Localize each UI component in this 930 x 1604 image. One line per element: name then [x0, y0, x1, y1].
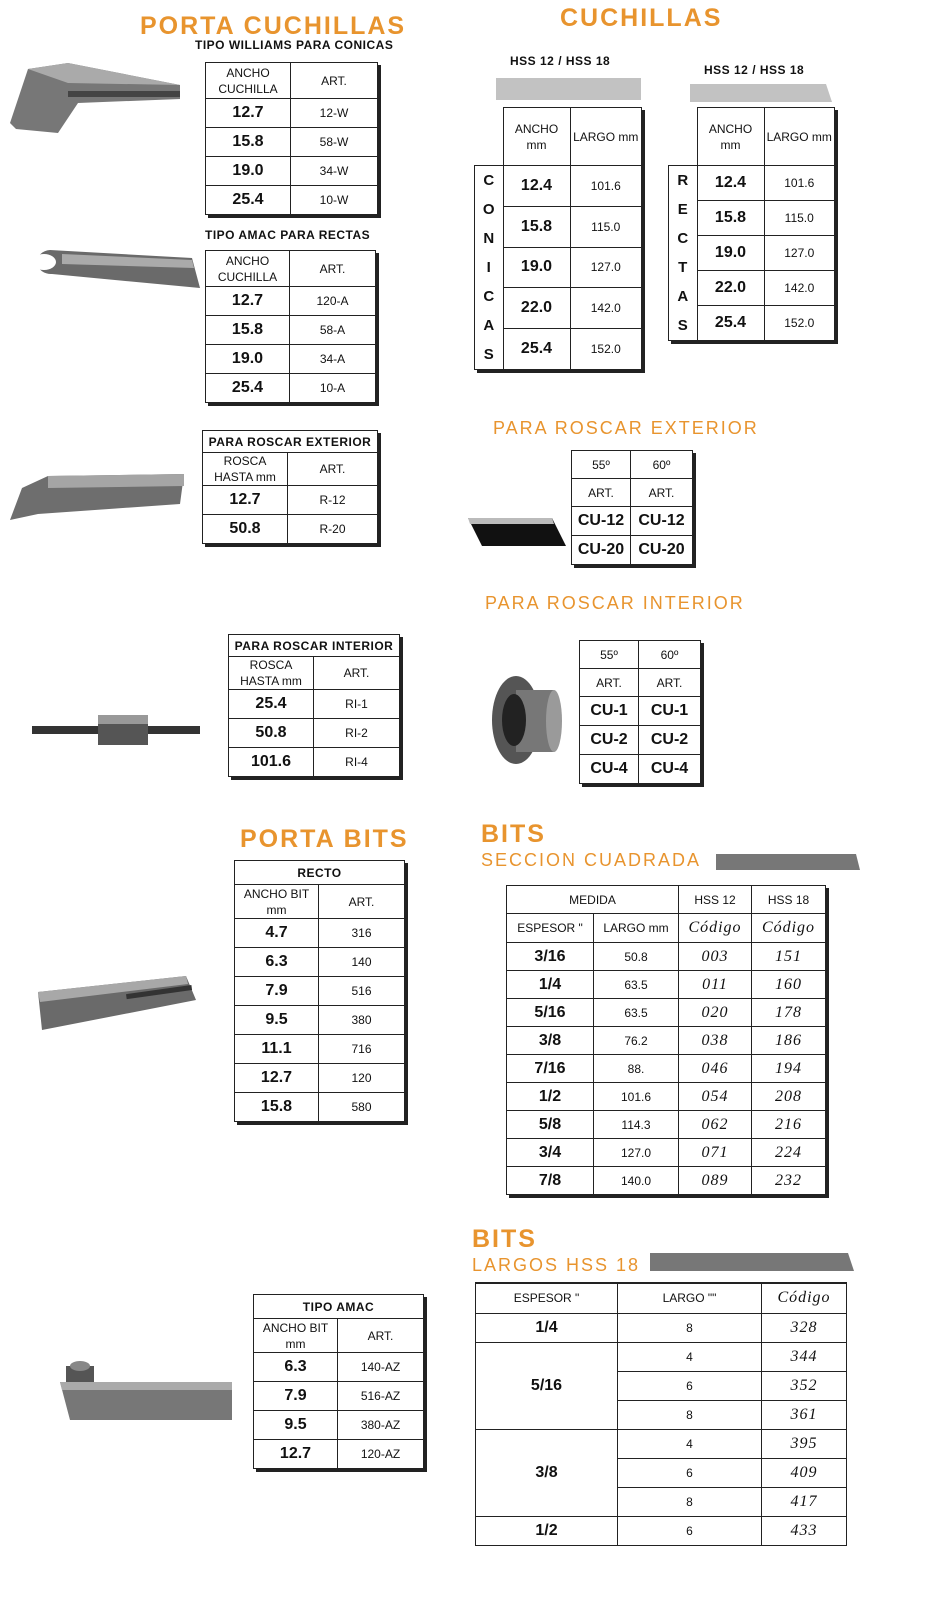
largos-codigo-header: Código	[762, 1283, 847, 1313]
amac-bits-caption: TIPO AMAC	[254, 1295, 424, 1319]
cell: 88.	[594, 1055, 679, 1083]
cell: 12-W	[291, 99, 378, 128]
williams-col2: ART.	[291, 63, 378, 99]
cell: 020	[679, 999, 752, 1027]
recto-caption: RECTO	[235, 861, 405, 885]
bits-largos-title: BITS	[472, 1225, 537, 1253]
cell: 151	[752, 943, 826, 971]
cell: 34-W	[291, 157, 378, 186]
cell: CU-4	[580, 755, 639, 784]
cell: 361	[762, 1400, 847, 1429]
exterior-holder-col1: ROSCA HASTA mm	[203, 453, 288, 486]
cell: RI-2	[314, 719, 400, 748]
angle-55: 55º	[580, 641, 639, 669]
cell: 58-W	[291, 128, 378, 157]
cell: 15.8	[235, 1093, 319, 1122]
exterior-holder-col2: ART.	[288, 453, 378, 486]
cell: 58-A	[290, 316, 376, 345]
exterior-tool-title: PARA ROSCAR EXTERIOR	[493, 418, 759, 438]
williams-table	[205, 62, 378, 215]
cell: 6	[618, 1516, 762, 1545]
amac-bits-icon	[56, 1360, 236, 1422]
cell: 12.7	[203, 486, 288, 515]
williams-col1: ANCHO CUCHILLA	[206, 63, 291, 99]
cell: 50.8	[229, 719, 314, 748]
espesor-header: ESPESOR "	[507, 914, 594, 943]
cell: 580	[319, 1093, 405, 1122]
porta-bits-icon	[36, 972, 198, 1034]
cell: 127.0	[594, 1139, 679, 1167]
cell: 114.3	[594, 1111, 679, 1139]
conicas-col2: LARGO mm	[570, 108, 642, 166]
cell: 178	[752, 999, 826, 1027]
art-header: ART.	[639, 669, 701, 697]
cell: 25.4	[206, 186, 291, 215]
conicas-table	[474, 107, 642, 370]
cell: 101.6	[594, 1083, 679, 1111]
cell: 9.5	[254, 1411, 338, 1440]
cell: 12.7	[206, 99, 291, 128]
cell: 6	[618, 1371, 762, 1400]
cell: 3/16	[507, 943, 594, 971]
cell: 7/8	[507, 1167, 594, 1195]
hss18-header: HSS 18	[752, 886, 826, 914]
cell: 152.0	[570, 329, 642, 370]
cell: CU-1	[639, 697, 701, 726]
cell: 011	[679, 971, 752, 999]
cell: 054	[679, 1083, 752, 1111]
cell: 120	[319, 1064, 405, 1093]
cell: 160	[752, 971, 826, 999]
amac-bits-table	[253, 1294, 424, 1469]
cell: CU-20	[572, 536, 631, 565]
cell: 140-AZ	[338, 1353, 424, 1382]
cell: 120-AZ	[338, 1440, 424, 1469]
codigo-header: Código	[752, 914, 826, 943]
cell: 8	[618, 1313, 762, 1342]
williams-subtitle: TIPO WILLIAMS PARA CONICAS	[195, 38, 394, 52]
amac-col2: ART.	[290, 251, 376, 287]
cell: 12.7	[254, 1440, 338, 1469]
bit-bar-icon	[716, 852, 860, 872]
cell: 4	[618, 1429, 762, 1458]
cell: 3/4	[507, 1139, 594, 1167]
cell: RI-1	[314, 690, 400, 719]
threading-ring-icon	[484, 670, 564, 780]
cell: 127.0	[764, 236, 835, 271]
amac-table	[205, 250, 376, 403]
cell: CU-12	[572, 507, 631, 536]
cell: 208	[752, 1083, 826, 1111]
bits-largos-table	[475, 1282, 847, 1546]
cell: 140	[319, 948, 405, 977]
art-header: ART.	[580, 669, 639, 697]
cell: 516	[319, 977, 405, 1006]
amac-holder-icon	[22, 244, 202, 299]
williams-holder-icon	[8, 55, 183, 135]
interior-tool-title: PARA ROSCAR INTERIOR	[485, 593, 745, 613]
conicas-side-label: C O N I C A S	[475, 166, 504, 370]
rectas-table	[668, 107, 835, 341]
cell: 5/8	[507, 1111, 594, 1139]
cell: 19.0	[503, 247, 570, 288]
angle-60: 60º	[631, 451, 693, 479]
cell: 15.8	[697, 201, 764, 236]
art-header: ART.	[572, 479, 631, 507]
conicas-label: HSS 12 / HSS 18	[510, 54, 611, 68]
threading-insert-icon	[466, 512, 570, 552]
cell: 12.7	[206, 287, 290, 316]
bit-bar-icon	[650, 1251, 854, 1273]
codigo-header: Código	[679, 914, 752, 943]
cell: 089	[679, 1167, 752, 1195]
cell: 1/4	[507, 971, 594, 999]
recto-col2: ART.	[319, 885, 405, 919]
cell: 25.4	[697, 306, 764, 341]
cell: 12.4	[697, 166, 764, 201]
espesor-cell: 3/8	[476, 1429, 618, 1516]
cell: 003	[679, 943, 752, 971]
blade-icon	[496, 76, 641, 102]
interior-tool-table	[579, 640, 701, 784]
cell: 10-W	[291, 186, 378, 215]
conicas-col1: ANCHO mm	[503, 108, 570, 166]
amac-bits-col2: ART.	[338, 1319, 424, 1353]
cell: 071	[679, 1139, 752, 1167]
cell: 224	[752, 1139, 826, 1167]
cell: 19.0	[697, 236, 764, 271]
cell: 186	[752, 1027, 826, 1055]
cell: 25.4	[229, 690, 314, 719]
exterior-holder-title: PARA ROSCAR EXTERIOR	[203, 431, 378, 453]
cell: CU-2	[580, 726, 639, 755]
rectas-label: HSS 12 / HSS 18	[704, 63, 805, 77]
cell: 7/16	[507, 1055, 594, 1083]
cell: 6.3	[254, 1353, 338, 1382]
largos-espesor-header: ESPESOR "	[476, 1283, 618, 1313]
bits-cuadrada-subtitle: SECCION CUADRADA	[481, 850, 702, 870]
interior-bar-icon	[30, 710, 202, 750]
cell: 380-AZ	[338, 1411, 424, 1440]
cell: 50.8	[594, 943, 679, 971]
cell: 316	[319, 919, 405, 948]
cell: 101.6	[229, 748, 314, 777]
cell: 120-A	[290, 287, 376, 316]
porta-cuchillas-title: PORTA CUCHILLAS	[140, 12, 407, 40]
amac-bits-col1: ANCHO BIT mm	[254, 1319, 338, 1353]
cell: 142.0	[570, 288, 642, 329]
cell: 12.7	[235, 1064, 319, 1093]
cell: 15.8	[206, 316, 290, 345]
cell: 232	[752, 1167, 826, 1195]
cell: 328	[762, 1313, 847, 1342]
cell: 716	[319, 1035, 405, 1064]
cell: 216	[752, 1111, 826, 1139]
cell: 63.5	[594, 999, 679, 1027]
largos-largo-header: LARGO ""	[618, 1283, 762, 1313]
espesor-cell: 5/16	[476, 1342, 618, 1429]
cell: 25.4	[206, 374, 290, 403]
cell: CU-2	[639, 726, 701, 755]
medida-header: MEDIDA	[507, 886, 679, 914]
cell: 11.1	[235, 1035, 319, 1064]
cell: CU-1	[580, 697, 639, 726]
cell: 15.8	[206, 128, 291, 157]
angle-60: 60º	[639, 641, 701, 669]
cell: 1/2	[507, 1083, 594, 1111]
cell: 7.9	[254, 1382, 338, 1411]
cell: 344	[762, 1342, 847, 1371]
angle-55: 55º	[572, 451, 631, 479]
largo-header: LARGO mm	[594, 914, 679, 943]
cell: 352	[762, 1371, 847, 1400]
cell: 10-A	[290, 374, 376, 403]
cell: 194	[752, 1055, 826, 1083]
cell: 76.2	[594, 1027, 679, 1055]
cell: 101.6	[570, 166, 642, 207]
cell: 4.7	[235, 919, 319, 948]
rectas-col1: ANCHO mm	[697, 108, 764, 166]
cell: 8	[618, 1487, 762, 1516]
cell: 127.0	[570, 247, 642, 288]
cell: 8	[618, 1400, 762, 1429]
bits-cuadrada-title: BITS	[481, 820, 546, 848]
cell: 7.9	[235, 977, 319, 1006]
exterior-holder-table	[202, 430, 378, 544]
recto-table	[234, 860, 405, 1122]
cell: 25.4	[503, 329, 570, 370]
cell: 19.0	[206, 157, 291, 186]
cell: 115.0	[764, 201, 835, 236]
blade-icon	[690, 82, 832, 104]
cell: 115.0	[570, 206, 642, 247]
interior-holder-table	[228, 634, 400, 777]
rectas-side-label: R E C T A S	[669, 166, 698, 341]
cell: 5/16	[507, 999, 594, 1027]
cell: R-20	[288, 515, 378, 544]
espesor-cell: 1/4	[476, 1313, 618, 1342]
cell: 417	[762, 1487, 847, 1516]
cell: 142.0	[764, 271, 835, 306]
cell: 433	[762, 1516, 847, 1545]
hss12-header: HSS 12	[679, 886, 752, 914]
cell: RI-4	[314, 748, 400, 777]
cell: 3/8	[507, 1027, 594, 1055]
cuchillas-title: CUCHILLAS	[560, 4, 723, 32]
cell: CU-20	[631, 536, 693, 565]
cell: 15.8	[503, 206, 570, 247]
interior-holder-title: PARA ROSCAR INTERIOR	[229, 635, 400, 657]
bits-largos-subtitle: LARGOS HSS 18	[472, 1255, 641, 1275]
cell: 101.6	[764, 166, 835, 201]
cell: 409	[762, 1458, 847, 1487]
art-header: ART.	[631, 479, 693, 507]
exterior-holder-icon	[8, 466, 186, 524]
bits-cuadrada-table	[506, 885, 826, 1195]
cell: 4	[618, 1342, 762, 1371]
cell: 34-A	[290, 345, 376, 374]
cell: 63.5	[594, 971, 679, 999]
porta-bits-title: PORTA BITS	[240, 825, 409, 853]
cell: 516-AZ	[338, 1382, 424, 1411]
interior-holder-col2: ART.	[314, 657, 400, 690]
cell: 6	[618, 1458, 762, 1487]
cell: 9.5	[235, 1006, 319, 1035]
cell: 062	[679, 1111, 752, 1139]
cell: 152.0	[764, 306, 835, 341]
cell: 6.3	[235, 948, 319, 977]
cell: 140.0	[594, 1167, 679, 1195]
cell: 12.4	[503, 166, 570, 207]
amac-col1: ANCHO CUCHILLA	[206, 251, 290, 287]
interior-holder-col1: ROSCA HASTA mm	[229, 657, 314, 690]
cell: 046	[679, 1055, 752, 1083]
cell: 50.8	[203, 515, 288, 544]
espesor-cell: 1/2	[476, 1516, 618, 1545]
cell: CU-4	[639, 755, 701, 784]
cell: 038	[679, 1027, 752, 1055]
recto-col1: ANCHO BIT mm	[235, 885, 319, 919]
cell: 19.0	[206, 345, 290, 374]
cell: 380	[319, 1006, 405, 1035]
cell: 395	[762, 1429, 847, 1458]
cell: 22.0	[697, 271, 764, 306]
amac-subtitle: TIPO AMAC PARA RECTAS	[205, 228, 371, 242]
cell: CU-12	[631, 507, 693, 536]
cell: R-12	[288, 486, 378, 515]
rectas-col2: LARGO mm	[764, 108, 835, 166]
cell: 22.0	[503, 288, 570, 329]
exterior-tool-table	[571, 450, 693, 565]
